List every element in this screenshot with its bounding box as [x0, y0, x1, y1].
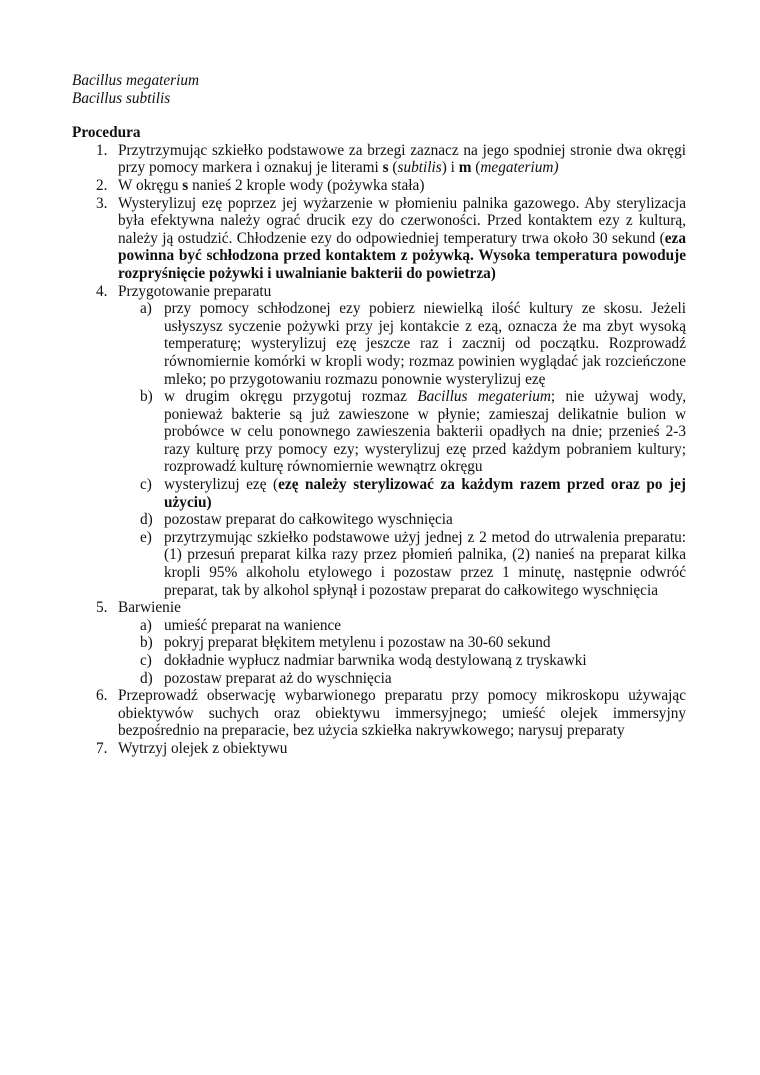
substep-letter: a) [140, 300, 152, 318]
step-number: 5. [96, 599, 108, 617]
step-6 [72, 687, 686, 740]
letter-s: s [182, 176, 189, 194]
step-1: 1. Przytrzymując szkiełko podstawowe za brzegi zaznacz na jego spodniej stronie dwa okręgi przy pomocy markera i oznakuj je literami s (subtilis) i m (megaterium) [96, 141, 686, 177]
organism-name: Bacillus megaterium [72, 72, 200, 89]
letter-s: s [382, 159, 389, 177]
step-2: 2. W okręgu s nanieś 2 krople wody (pożywka stała) [96, 176, 425, 194]
step-text: Wytrzyj olejek z obiektywu [118, 739, 288, 757]
step-text: Przytrzymując szkiełko podstawowe za brzegi zaznacz na jego spodniej stronie dwa okręgi przy pomocy markera i oznakuj je literami [118, 141, 686, 177]
organism-name: Bacillus subtilis [72, 89, 171, 107]
step-number: 6. [96, 687, 108, 705]
substep-text: umieść preparat na wanience [164, 616, 342, 634]
substep-letter: b) [140, 634, 153, 652]
substep-letter: c) [140, 652, 152, 669]
substep-text: w drugim okręgu przygotuj rozmaz [164, 388, 418, 406]
substep-c [118, 476, 686, 511]
substep-b: b) w drugim okręgu przygotuj rozmaz Bacillus megaterium; nie używaj wody, ponieważ bakterie są już zawieszone w płynie; zamieszaj delikatnie bulion w probówce w celu ponownego zawieszenia bakterii opadłych na dnie; przenieś 2-3 razy kulturę przy pomocy ezy; wysterylizuj ezę przed każdym pobraniem kultury; rozprowadź kulturę równomiernie wewnątrz okręgu [140, 388, 687, 476]
substep-letter: d) [140, 669, 153, 687]
step-warning: eza powinna być schłodzona przed kontaktem z pożywką. Wysoka temperatura powoduje rozpryśnięcie pożywki i uwalnianie bakterii do powietrza) [118, 229, 686, 282]
procedure-heading: Procedura [72, 124, 141, 142]
substeps [118, 617, 686, 687]
step-text: W okręgu [118, 176, 183, 194]
substep-letter: a) [140, 616, 152, 634]
substep-a [118, 300, 686, 388]
substep-text: przytrzymując szkiełko podstawowe użyj jednej z 2 metod do utrwalenia preparatu: (1) przesuń preparat kilka razy przez płomień palnika, (2) nanieś na preparat kilka kropli 95% alkoholu etylowego i pozostaw przez 1 minutę, następnie odwróć preparat, tak by alkohol spłynął i pozostaw preparat do całkowitego wyschnięcia [164, 528, 686, 599]
substep-d [118, 670, 686, 688]
substep-text: dokładnie wypłucz nadmiar barwnika wodą destylowaną z tryskawki [164, 652, 587, 669]
step-number: 3. [96, 194, 108, 212]
species-megaterium: Bacillus megaterium [417, 388, 551, 406]
step-number: 4. [96, 282, 108, 300]
substep-letter: c) [140, 476, 152, 494]
substep-warning: ezę należy sterylizować za każdym razem przed oraz po jej użyciu) [164, 476, 686, 511]
species-megaterium: megaterium) [480, 159, 559, 177]
substep-letter: e) [140, 528, 152, 546]
step-number: 1. [96, 141, 108, 159]
substep-text: przy pomocy schłodzonej ezy pobierz niewielką ilość kultury ze skosu. Jeżeli usłyszysz syczenie pożywki przy jej kontakcie z ezą, oznacza że ma zbyt wysoką temperaturę; wysterylizuj ezę jeszcze raz i zacznij od początku. Rozprowadź równomiernie komórki w kropli wody; rozmaz powinien wyglądać jak rozcieńczone mleko; po przygotowaniu rozmazu ponownie wysterylizuj ezę [164, 300, 686, 388]
species-subtilis: subtilis [397, 159, 442, 177]
procedure-steps [72, 142, 686, 758]
step-number: 2. [96, 176, 108, 194]
step-5 [72, 599, 686, 687]
substep-letter: d) [140, 511, 153, 529]
step-4 [72, 283, 686, 600]
substep-letter: b) [140, 388, 153, 406]
substep-c [118, 652, 686, 670]
substep-text: wysterylizuj ezę ( [164, 476, 279, 494]
step-text: Przeprowadź obserwację wybarwionego preparatu przy pomocy mikroskopu używając obiektywów suchych oraz obiektywu immersyjnego; umieść olejek immersyjny bezpośrednio na preparacie, bez użycia szkiełka nakrywkowego; narysuj preparaty [118, 687, 686, 740]
step-label: Barwienie [118, 599, 181, 617]
step-3 [72, 195, 686, 283]
step-number: 7. [96, 739, 108, 757]
substeps [118, 300, 686, 599]
substep-e [118, 529, 686, 599]
step-text: Wysterylizuj ezę poprzez jej wyżarzenie w płomieniu palnika gazowego. Aby sterylizacja była efektywna należy ograć drucik ezy do czerwoności. Przed kontaktem ezy z kulturą, należy ją ostudzić. Chłodzenie ezy do odpowiedniej temperatury trwa około 30 sekund ( [118, 194, 686, 247]
substep-text: pozostaw preparat aż do wyschnięcia [164, 669, 392, 687]
substep-a [118, 617, 686, 635]
step-7 [72, 740, 686, 758]
step-label: Przygotowanie preparatu [118, 282, 272, 300]
substep-d [118, 511, 686, 529]
substep-text: pokryj preparat błękitem metylenu i pozostaw na 30-60 sekund [164, 634, 551, 652]
substep-text: pozostaw preparat do całkowitego wyschnięcia [164, 511, 453, 529]
letter-m: m [458, 159, 472, 177]
document-page [72, 72, 686, 758]
organism-list [72, 72, 686, 107]
substep-b [118, 634, 686, 652]
